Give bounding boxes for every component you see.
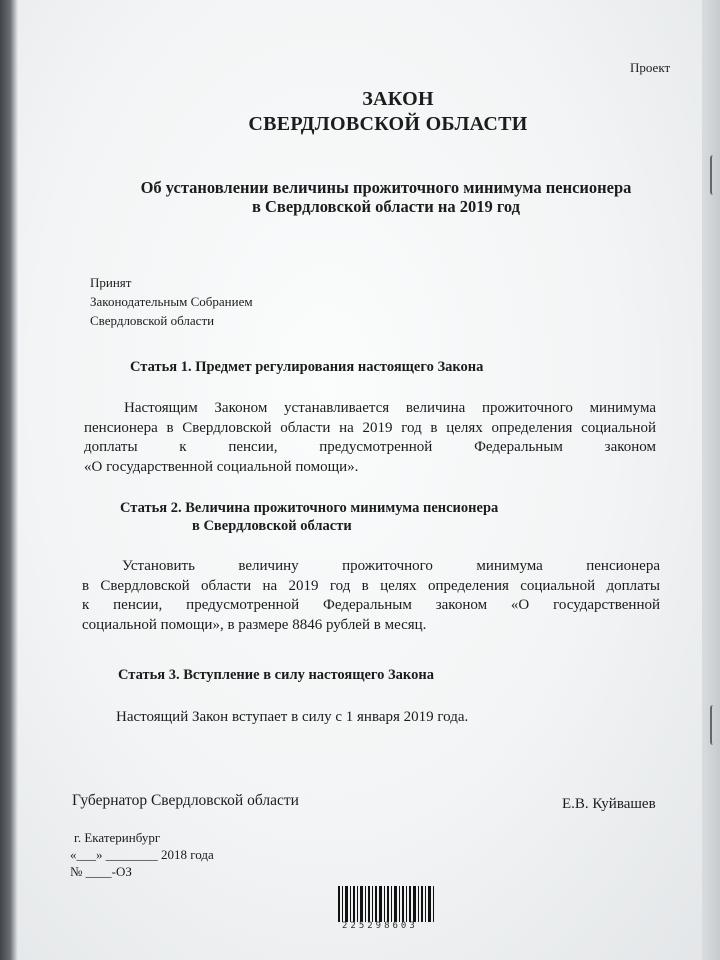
adopted-line: Принят	[90, 275, 132, 290]
barcode	[336, 886, 436, 934]
article-3-heading: Статья 3. Вступление в силу настоящего Закона	[118, 667, 434, 683]
adopted-line: Свердловской области	[90, 313, 215, 328]
signature-position: Губернатор Свердловской области	[72, 792, 299, 809]
article-2-heading: Статья 2. Величина прожиточного минимума пенсионера	[120, 500, 499, 516]
binder-clip-icon	[710, 705, 718, 745]
adopted-line: Законодательным Собранием	[90, 294, 253, 309]
binder-edge	[702, 0, 720, 960]
article-3-text: Настоящий Закон вступает в силу с 1 января 2019 года.	[116, 709, 469, 725]
footer-date: «___» ________ 2018 года	[70, 847, 214, 862]
document-page	[18, 0, 702, 960]
article-1-text	[84, 399, 656, 477]
binder-clip-icon	[710, 155, 718, 195]
adopted-block	[90, 273, 253, 330]
text-line: Установить величину прожиточного минимума пенсионера	[122, 558, 660, 574]
text-line: Настоящим Законом устанавливается величина прожиточного минимума	[124, 400, 656, 416]
text-line: доплаты к пенсии, предусмотренной Федеральным законом	[84, 439, 656, 455]
subtitle-line-1: Об установлении величины прожиточного минимума пенсионера	[140, 178, 632, 197]
law-title: ЗАКОН	[362, 88, 434, 110]
text-line: «О государственной социальной помощи».	[84, 458, 359, 475]
signature-name: Е.В. Куйвашев	[562, 796, 656, 812]
draft-mark: Проект	[630, 60, 671, 75]
article-2-text	[82, 557, 660, 635]
subtitle-line-2: в Свердловской области на 2019 год	[251, 197, 521, 216]
article-1-heading: Статья 1. Предмет регулирования настоящего Закона	[130, 359, 484, 375]
article-2-heading-line-2: в Свердловской области	[192, 518, 352, 534]
text-line: пенсионера в Свердловской области на 2019 год в целях определения социальной	[84, 419, 656, 436]
footer-block	[70, 829, 214, 880]
footer-city: г. Екатеринбург	[74, 830, 161, 845]
barcode-number: 225298603	[342, 921, 418, 931]
footer-number: № ____-ОЗ	[70, 864, 132, 879]
text-line: социальной помощи», в размере 8846 рублей в месяц.	[82, 616, 427, 633]
law-region: СВЕРДЛОВСКОЙ ОБЛАСТИ	[248, 113, 528, 135]
text-line: к пенсии, предусмотренной Федеральным законом «О государственной	[82, 597, 660, 613]
text-line: в Свердловской области на 2019 год в целях определения социальной доплаты	[82, 577, 660, 594]
